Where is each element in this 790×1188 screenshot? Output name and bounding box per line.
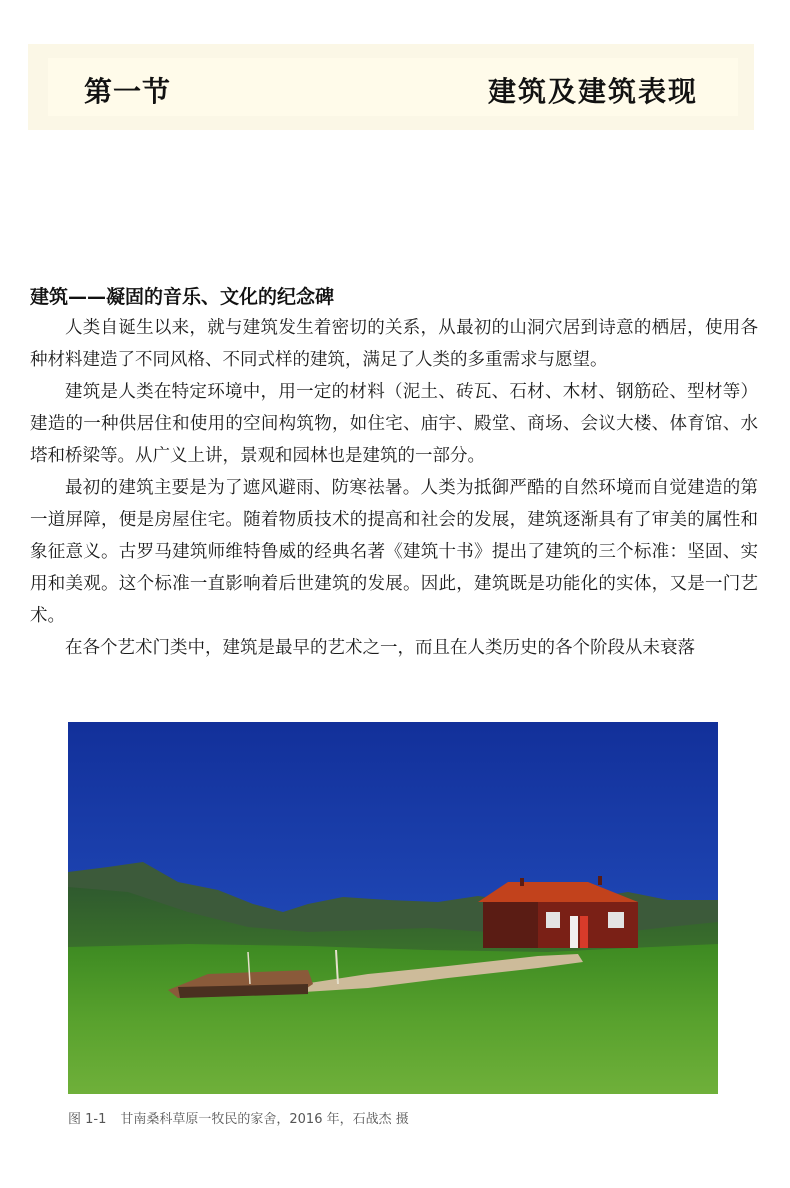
article-heading: 建筑——凝固的音乐、文化的纪念碑 — [30, 286, 335, 308]
section-title: 建筑及建筑表现 — [487, 75, 698, 108]
paragraph: 在各个艺术门类中，建筑是最早的艺术之一，而且在人类历史的各个阶段从未衰落 — [65, 638, 695, 658]
figure-caption-text: 甘南桑科草原一牧民的家舍，2016 年，石战杰 摄 — [120, 1112, 409, 1127]
house-window — [546, 912, 560, 928]
paragraph: 最初的建筑主要是为了遮风避雨、防寒祛暑。人类为抵御严酷的自然环境而自觉建造的第一道屏障，便是房屋住宅。随着物质技术的提高和社会的发展，建筑逐渐具有了审美的属性和象征意义。古罗马建筑师维特鲁威的经典名著《建筑十书》提出了建筑的三个标准：坚固、实用和美观。这个标准一直影响着后世建筑的发展。因此，建筑既是功能化的实体，又是一门艺术。 — [30, 478, 758, 626]
chimney — [598, 876, 602, 885]
grassland-house-photo — [68, 722, 718, 1094]
paragraph: 人类自诞生以来，就与建筑发生着密切的关系，从最初的山洞穴居到诗意的栖居，使用各种材料建造了不同风格、不同式样的建筑，满足了人类的多重需求与愿望。 — [30, 318, 758, 370]
house-window — [608, 912, 624, 928]
grassland — [68, 944, 718, 1094]
article-body — [30, 312, 758, 664]
house-door-frame — [580, 916, 588, 948]
figure-caption — [68, 1108, 409, 1127]
section-number: 第一节 — [84, 75, 172, 108]
figure-photo — [68, 722, 718, 1094]
chimney — [520, 878, 524, 886]
figure-label: 图 1-1 — [68, 1112, 107, 1127]
paragraph: 建筑是人类在特定环境中，用一定的材料（泥土、砖瓦、石材、木材、钢筋砼、型材等）建造的一种供居住和使用的空间构筑物，如住宅、庙宇、殿堂、商场、会议大楼、体育馆、水塔和桥梁等。从广义上讲，景观和园林也是建筑的一部分。 — [30, 382, 758, 466]
house-door — [570, 916, 578, 948]
